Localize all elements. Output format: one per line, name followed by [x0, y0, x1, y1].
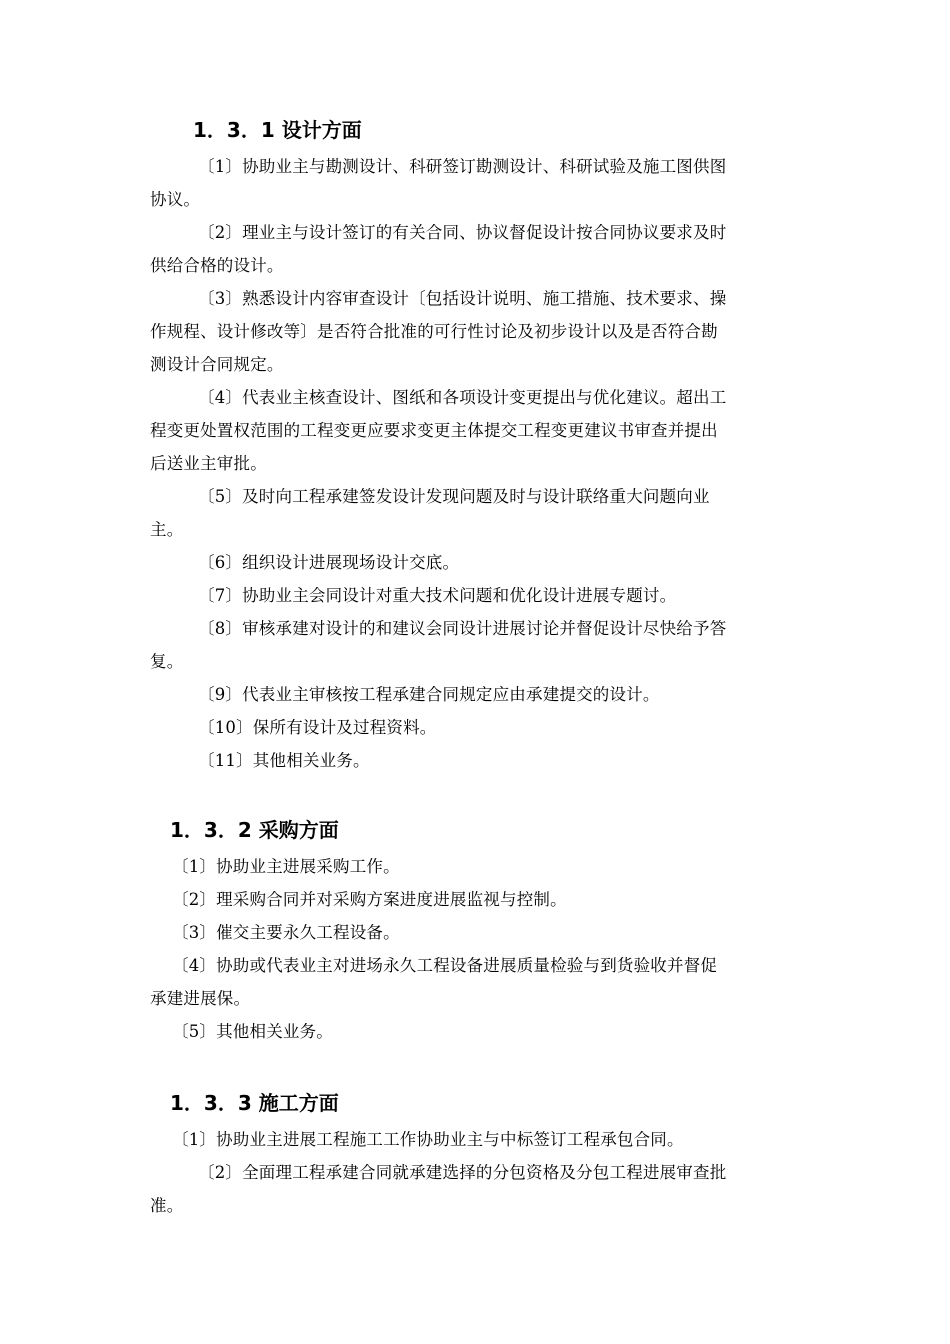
section-heading-procurement: 1．3．2 采购方面	[170, 818, 339, 842]
design-item-5-cont: 主。	[150, 520, 184, 539]
design-item-7: 〔7〕协助业主会同设计对重大技术问题和优化设计进展专题讨。	[198, 586, 677, 605]
design-item-1: 〔1〕协助业主与勘测设计、科研签订勘测设计、科研试验及施工图供图	[198, 157, 727, 176]
design-item-3-cont2: 测设计合同规定。	[150, 355, 284, 374]
design-item-9: 〔9〕代表业主审核按工程承建合同规定应由承建提交的设计。	[198, 685, 660, 704]
construction-item-2-cont: 准。	[150, 1196, 184, 1215]
design-item-1-cont: 协议。	[150, 190, 201, 209]
design-item-5: 〔5〕及时向工程承建签发设计发现问题及时与设计联络重大问题向业	[198, 487, 710, 506]
design-item-8-cont: 复。	[150, 652, 184, 671]
design-item-6: 〔6〕组织设计进展现场设计交底。	[198, 553, 460, 572]
design-item-4-cont2: 后送业主审批。	[150, 454, 267, 473]
design-item-4-cont: 程变更处置权范围的工程变更应要求变更主体提交工程变更建议书审查并提出	[150, 421, 718, 440]
design-item-2-cont: 供给合格的设计。	[150, 256, 284, 275]
design-item-10: 〔10〕保所有设计及过程资料。	[198, 718, 437, 737]
procurement-item-3: 〔3〕催交主要永久工程设备。	[172, 923, 400, 942]
design-item-8: 〔8〕审核承建对设计的和建议会同设计进展讨论并督促设计尽快给予答	[198, 619, 727, 638]
procurement-item-1: 〔1〕协助业主进展采购工作。	[172, 857, 400, 876]
design-item-2: 〔2〕理业主与设计签订的有关合同、协议督促设计按合同协议要求及时	[198, 223, 727, 242]
section-heading-construction: 1．3．3 施工方面	[170, 1091, 339, 1115]
construction-item-2: 〔2〕全面理工程承建合同就承建选择的分包资格及分包工程进展审查批	[198, 1163, 727, 1182]
procurement-item-4: 〔4〕协助或代表业主对进场永久工程设备进展质量检验与到货验收并督促	[172, 956, 718, 975]
section-heading-design: 1．3．1 设计方面	[193, 118, 362, 142]
procurement-item-5: 〔5〕其他相关业务。	[172, 1022, 333, 1041]
design-item-3-cont: 作规程、设计修改等〕是否符合批准的可行性讨论及初步设计以及是否符合勘	[150, 322, 718, 341]
procurement-item-4-cont: 承建进展保。	[150, 989, 251, 1008]
design-item-11: 〔11〕其他相关业务。	[198, 751, 370, 770]
construction-item-1: 〔1〕协助业主进展工程施工工作协助业主与中标签订工程承包合同。	[172, 1130, 684, 1149]
design-item-4: 〔4〕代表业主核查设计、图纸和各项设计变更提出与优化建议。超出工	[198, 388, 727, 407]
design-item-3: 〔3〕熟悉设计内容审查设计〔包括设计说明、施工措施、技术要求、操	[198, 289, 727, 308]
procurement-item-2: 〔2〕理采购合同并对采购方案进度进展监视与控制。	[172, 890, 567, 909]
